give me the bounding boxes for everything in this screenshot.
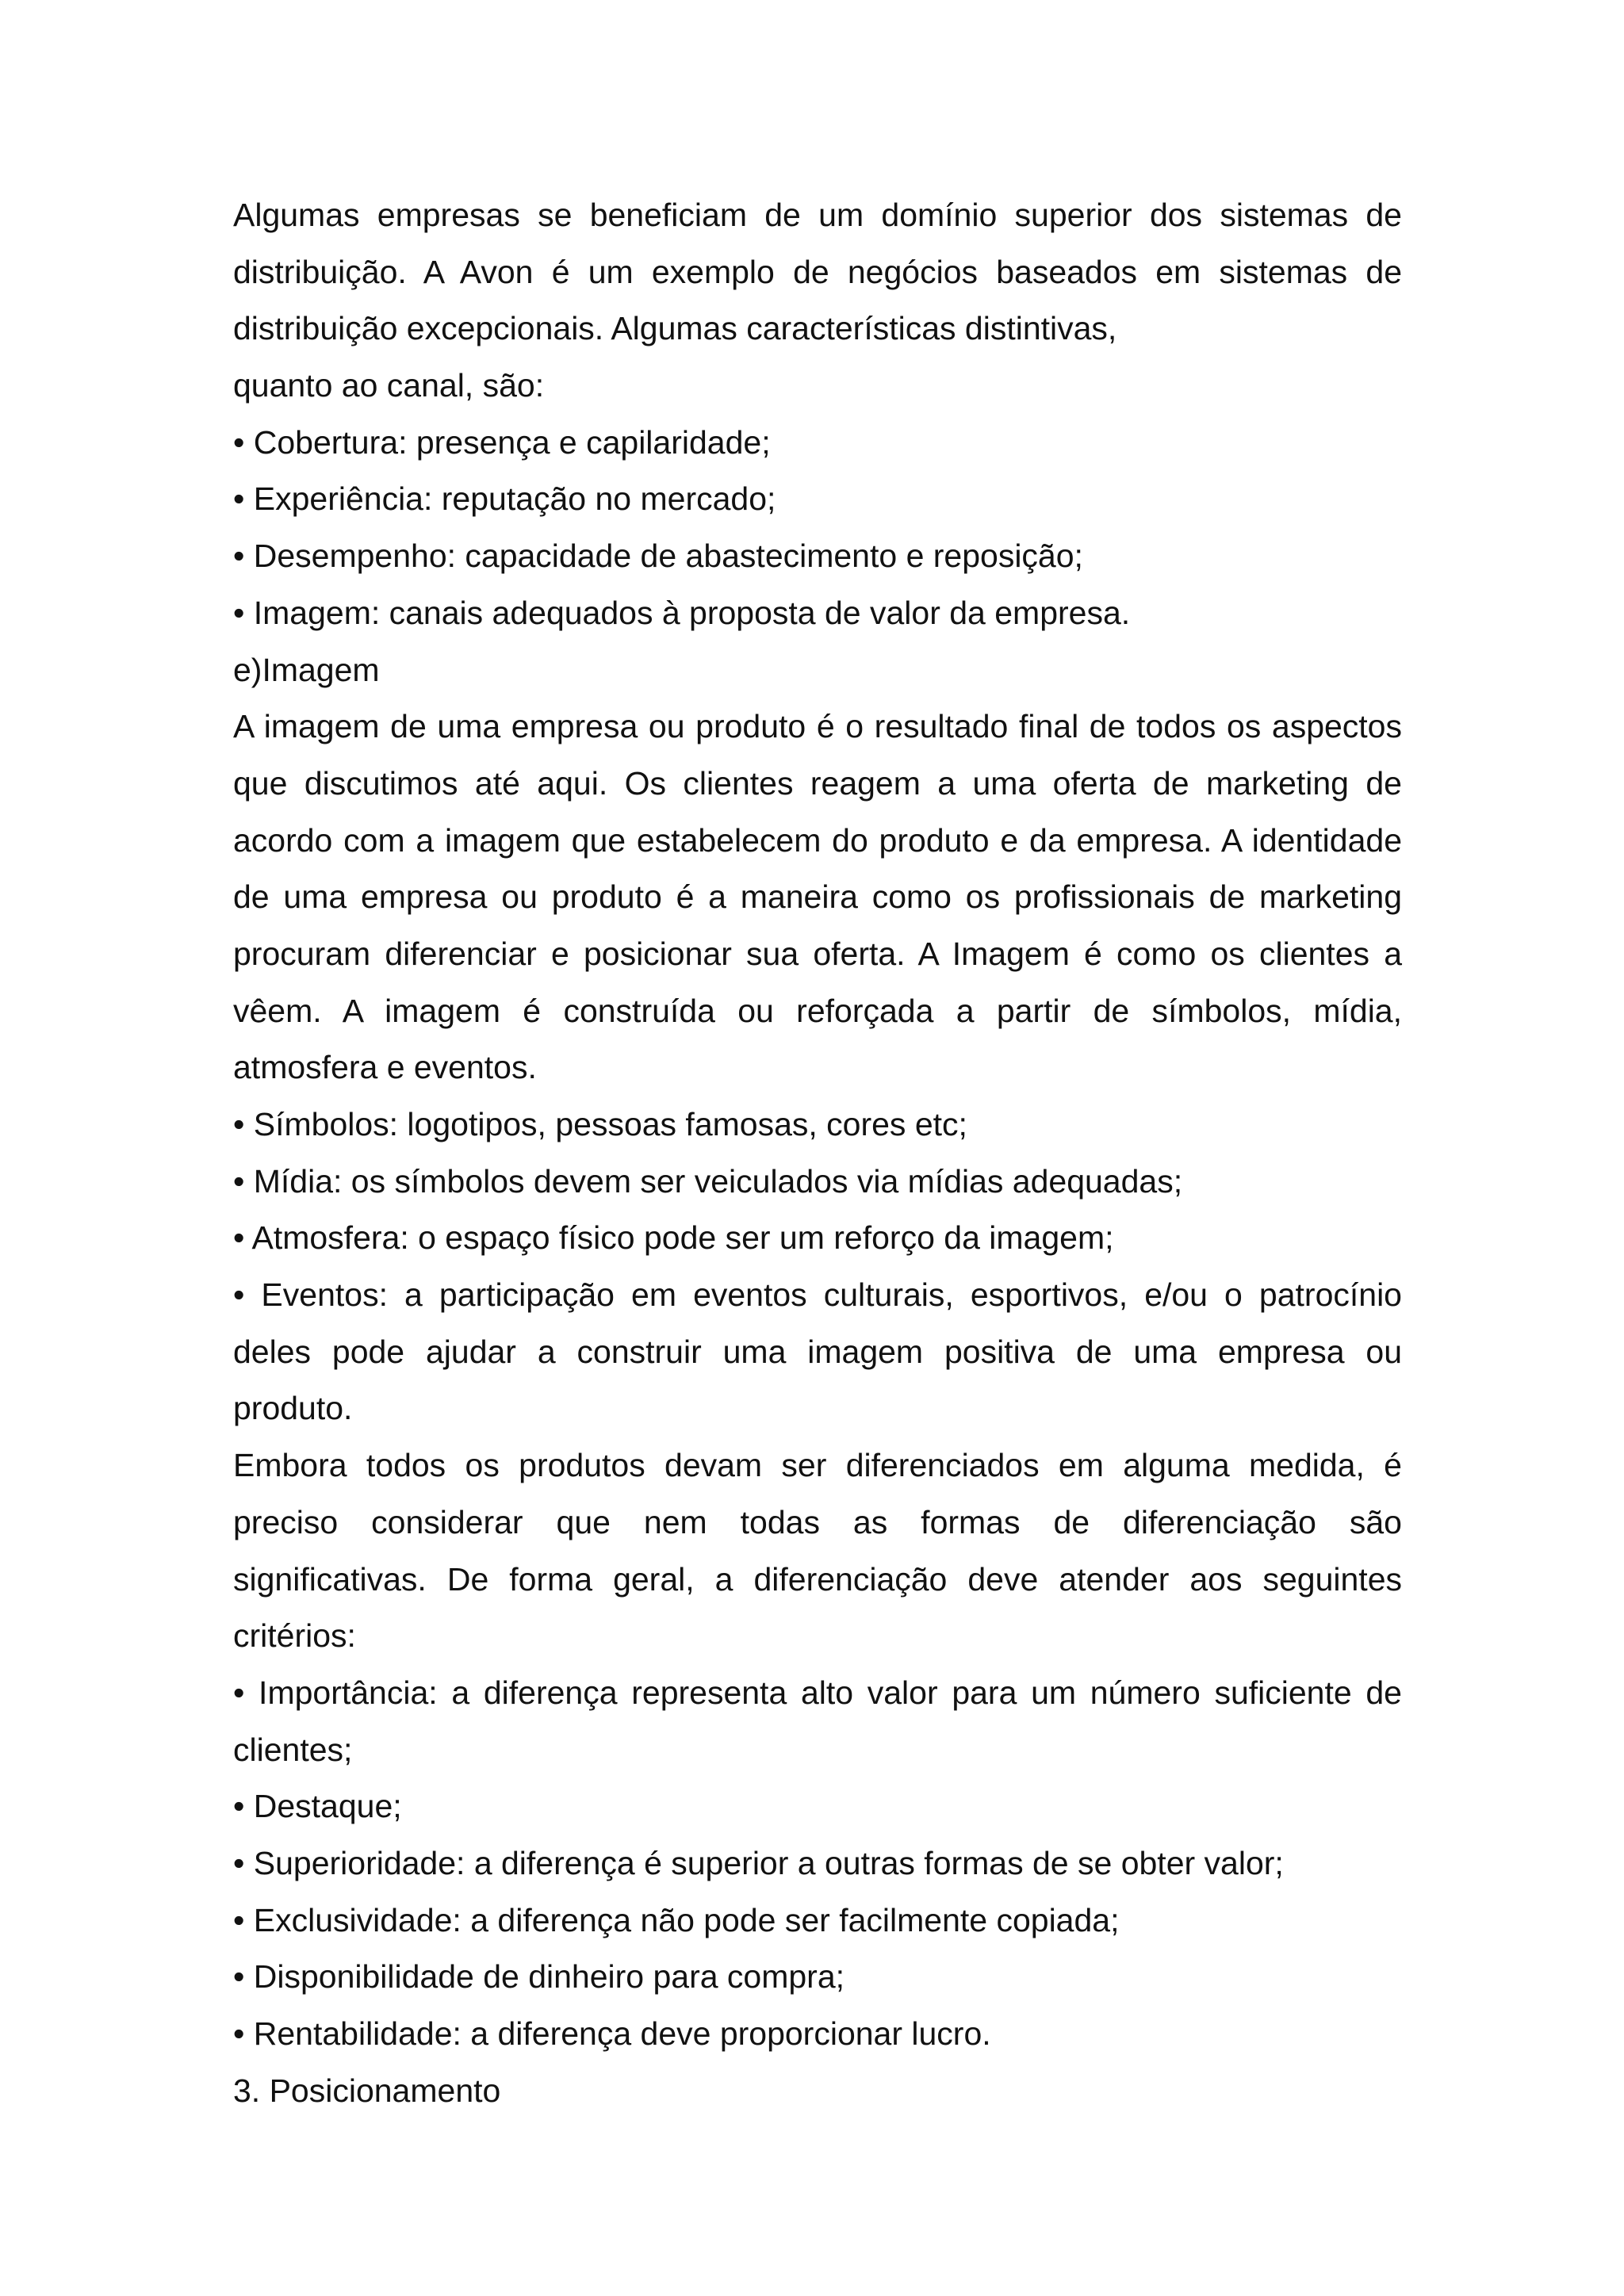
text-line: procuram diferenciar e posicionar sua oferta. A Imagem é como os clientes a [233, 935, 1402, 972]
text-line: A imagem de uma empresa ou produto é o resultado final de todos os aspectos [233, 708, 1402, 745]
text-line: significativas. De forma geral, a diferenciação deve atender aos seguintes [233, 1560, 1402, 1598]
text-line: • Atmosfera: o espaço físico pode ser um reforço da imagem; [233, 1219, 1114, 1257]
text-line: • Eventos: a participação em eventos culturais, esportivos, e/ou o patrocínio [233, 1276, 1402, 1314]
text-line: distribuição. A Avon é um exemplo de negócios baseados em sistemas de [233, 253, 1402, 290]
text-line: • Símbolos: logotipos, pessoas famosas, cores etc; [233, 1106, 967, 1142]
text-line: produto. [233, 1390, 353, 1427]
text-line: • Destaque; [233, 1788, 402, 1825]
text-line: de uma empresa ou produto é a maneira como os profissionais de marketing [233, 878, 1402, 916]
text-line: vêem. A imagem é construída ou reforçada a partir de símbolos, mídia, [233, 992, 1402, 1029]
text-line: preciso considerar que nem todas as formas de diferenciação são [233, 1503, 1402, 1540]
text-line: • Imagem: canais adequados à proposta de valor da empresa. [233, 594, 1131, 631]
text-line: • Exclusividade: a diferença não pode ser facilmente copiada; [233, 1901, 1120, 1938]
text-line: Algumas empresas se beneficiam de um domínio superior dos sistemas de [233, 197, 1402, 233]
text-line: distribuição excepcionais. Algumas características distintivas, [233, 310, 1117, 347]
text-line: • Superioridade: a diferença é superior a outras formas de se obter valor; [233, 1844, 1284, 1881]
text-line: • Disponibilidade de dinheiro para compra; [233, 1958, 845, 1996]
text-line: • Rentabilidade: a diferença deve proporcionar lucro. [233, 2015, 991, 2052]
text-line: • Cobertura: presença e capilaridade; [233, 423, 771, 461]
text-line: quanto ao canal, são: [233, 367, 545, 404]
text-line: atmosfera e eventos. [233, 1049, 537, 1086]
text-line: Embora todos os produtos devam ser diferenciados em alguma medida, é [233, 1447, 1402, 1484]
text-line: 3. Posicionamento [233, 2072, 501, 2109]
text-line: clientes; [233, 1731, 353, 1768]
text-line: que discutimos até aqui. Os clientes reagem a uma oferta de marketing de [233, 764, 1402, 802]
text-line: • Mídia: os símbolos devem ser veiculados via mídias adequadas; [233, 1162, 1183, 1200]
text-line: critérios: [233, 1617, 356, 1655]
text-line: e)Imagem [233, 651, 380, 688]
text-line: • Importância: a diferença representa alto valor para um número suficiente de [233, 1674, 1402, 1711]
text-line: • Experiência: reputação no mercado; [233, 480, 776, 518]
text-line: acordo com a imagem que estabelecem do produto e da empresa. A identidade [233, 821, 1402, 859]
text-line: • Desempenho: capacidade de abastecimento e reposição; [233, 538, 1083, 575]
text-line: deles pode ajudar a construir uma imagem positiva de uma empresa ou [233, 1333, 1402, 1370]
document-body [233, 187, 1402, 2119]
